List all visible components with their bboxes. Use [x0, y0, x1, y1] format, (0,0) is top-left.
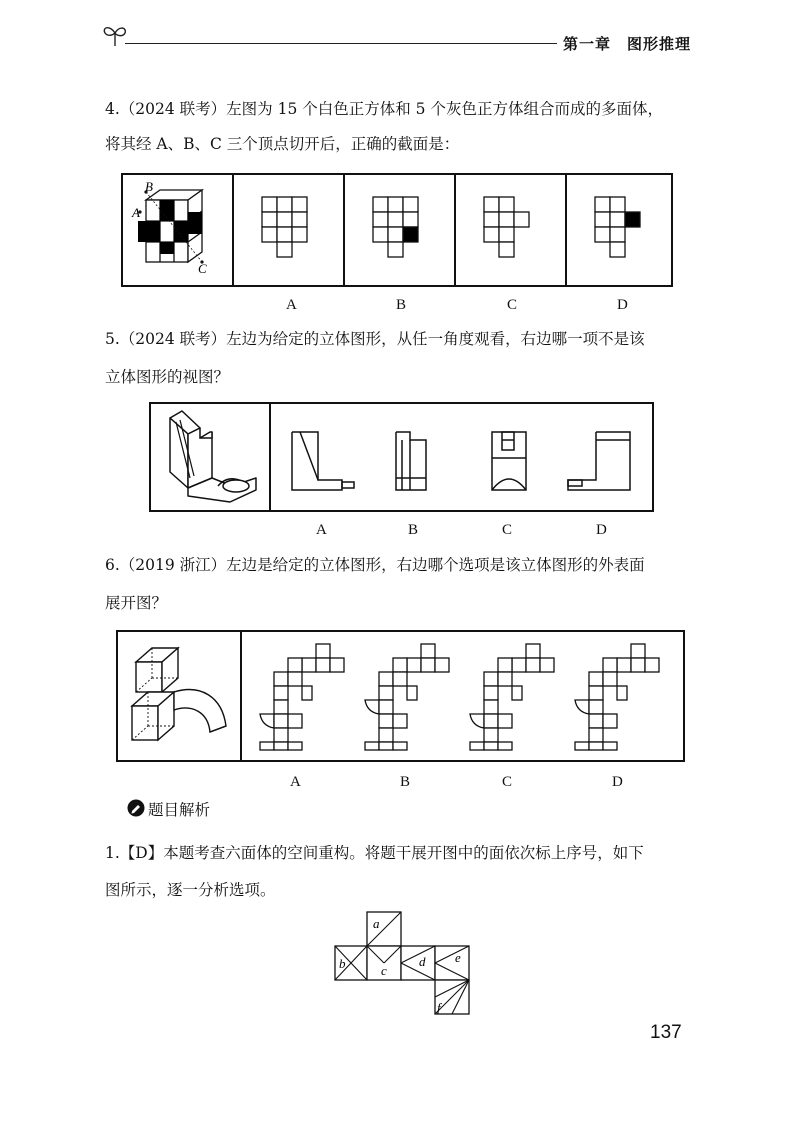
q5-option-a-label: A: [316, 522, 327, 538]
q5-option-b-label: B: [408, 522, 419, 538]
q4-vertex-b: B: [145, 179, 153, 194]
q5-option-c-figure: [488, 428, 538, 496]
chapter-header: [563, 33, 691, 54]
face-label-e: e: [455, 950, 461, 965]
q6-option-b-figure: [361, 640, 461, 756]
q6-option-d-figure: [571, 640, 671, 756]
q6-stem-line1: 6.（2019 浙江）左边是给定的立体图形，右边哪个选项是该立体图形的外表面: [105, 556, 645, 574]
q6-option-c-figure: [466, 640, 566, 756]
q4-stem-line2: 将其经 A、B、C 三个顶点切开后，正确的截面是：: [105, 135, 460, 153]
q6-option-b-label: B: [400, 774, 411, 790]
q4-option-d-figure: [593, 195, 645, 265]
q4-vertex-c: C: [198, 261, 207, 276]
q4-stem-line1: 4.（2024 联考）左图为 15 个白色正方体和 5 个灰色正方体组合而成的多面体，: [105, 100, 663, 118]
chapter-title: 图形推理: [627, 35, 692, 53]
face-label-b: b: [339, 956, 346, 971]
q6-option-d-label: D: [612, 774, 623, 790]
q4-option-b-label: B: [396, 297, 407, 313]
q4-option-d-label: D: [617, 297, 628, 313]
analysis-line2: 图所示，逐一分析选项。: [105, 881, 276, 899]
q5-stem-line2: 立体图形的视图？: [105, 368, 230, 386]
analysis-line1: 1.【D】本题考查六面体的空间重构。将题干展开图中的面依次标上序号，如下: [105, 844, 644, 862]
q5-option-c-label: C: [502, 522, 513, 538]
q6-stem-line2: 展开图？: [105, 594, 168, 612]
sprout-icon: [100, 22, 130, 48]
q4-option-a-label: A: [286, 297, 297, 313]
q4-option-a-figure: [260, 195, 310, 265]
face-label-d: d: [419, 954, 426, 969]
face-label-f: f: [437, 1000, 441, 1015]
q6-option-a-figure: [256, 640, 356, 756]
q5-option-a-figure: [288, 428, 360, 496]
q6-solid-figure: [126, 640, 236, 756]
face-label-c: c: [381, 963, 387, 978]
q5-option-d-label: D: [596, 522, 607, 538]
chapter-number: 第一章: [563, 35, 612, 53]
analysis-title: 题目解析: [148, 801, 211, 819]
q5-solid-figure: [160, 408, 260, 508]
q6-option-a-label: A: [290, 774, 301, 790]
q6-option-c-label: C: [502, 774, 513, 790]
analysis-net-diagram: [333, 910, 473, 1020]
page-number: 137: [650, 1022, 682, 1043]
q4-option-b-figure: [371, 195, 421, 265]
q4-option-c-figure: [482, 195, 534, 265]
q5-option-b-figure: [392, 428, 442, 496]
q4-cube-stack: [128, 180, 228, 280]
q5-stem-line1: 5.（2024 联考）左边为给定的立体图形，从任一角度观看，右边哪一项不是该: [105, 330, 645, 348]
q5-option-d-figure: [564, 428, 640, 496]
q4-vertex-a: A: [132, 205, 140, 220]
q4-option-c-label: C: [507, 297, 518, 313]
pen-circle-icon: [127, 799, 145, 817]
face-label-a: a: [373, 916, 380, 931]
header-rule: [125, 43, 557, 44]
